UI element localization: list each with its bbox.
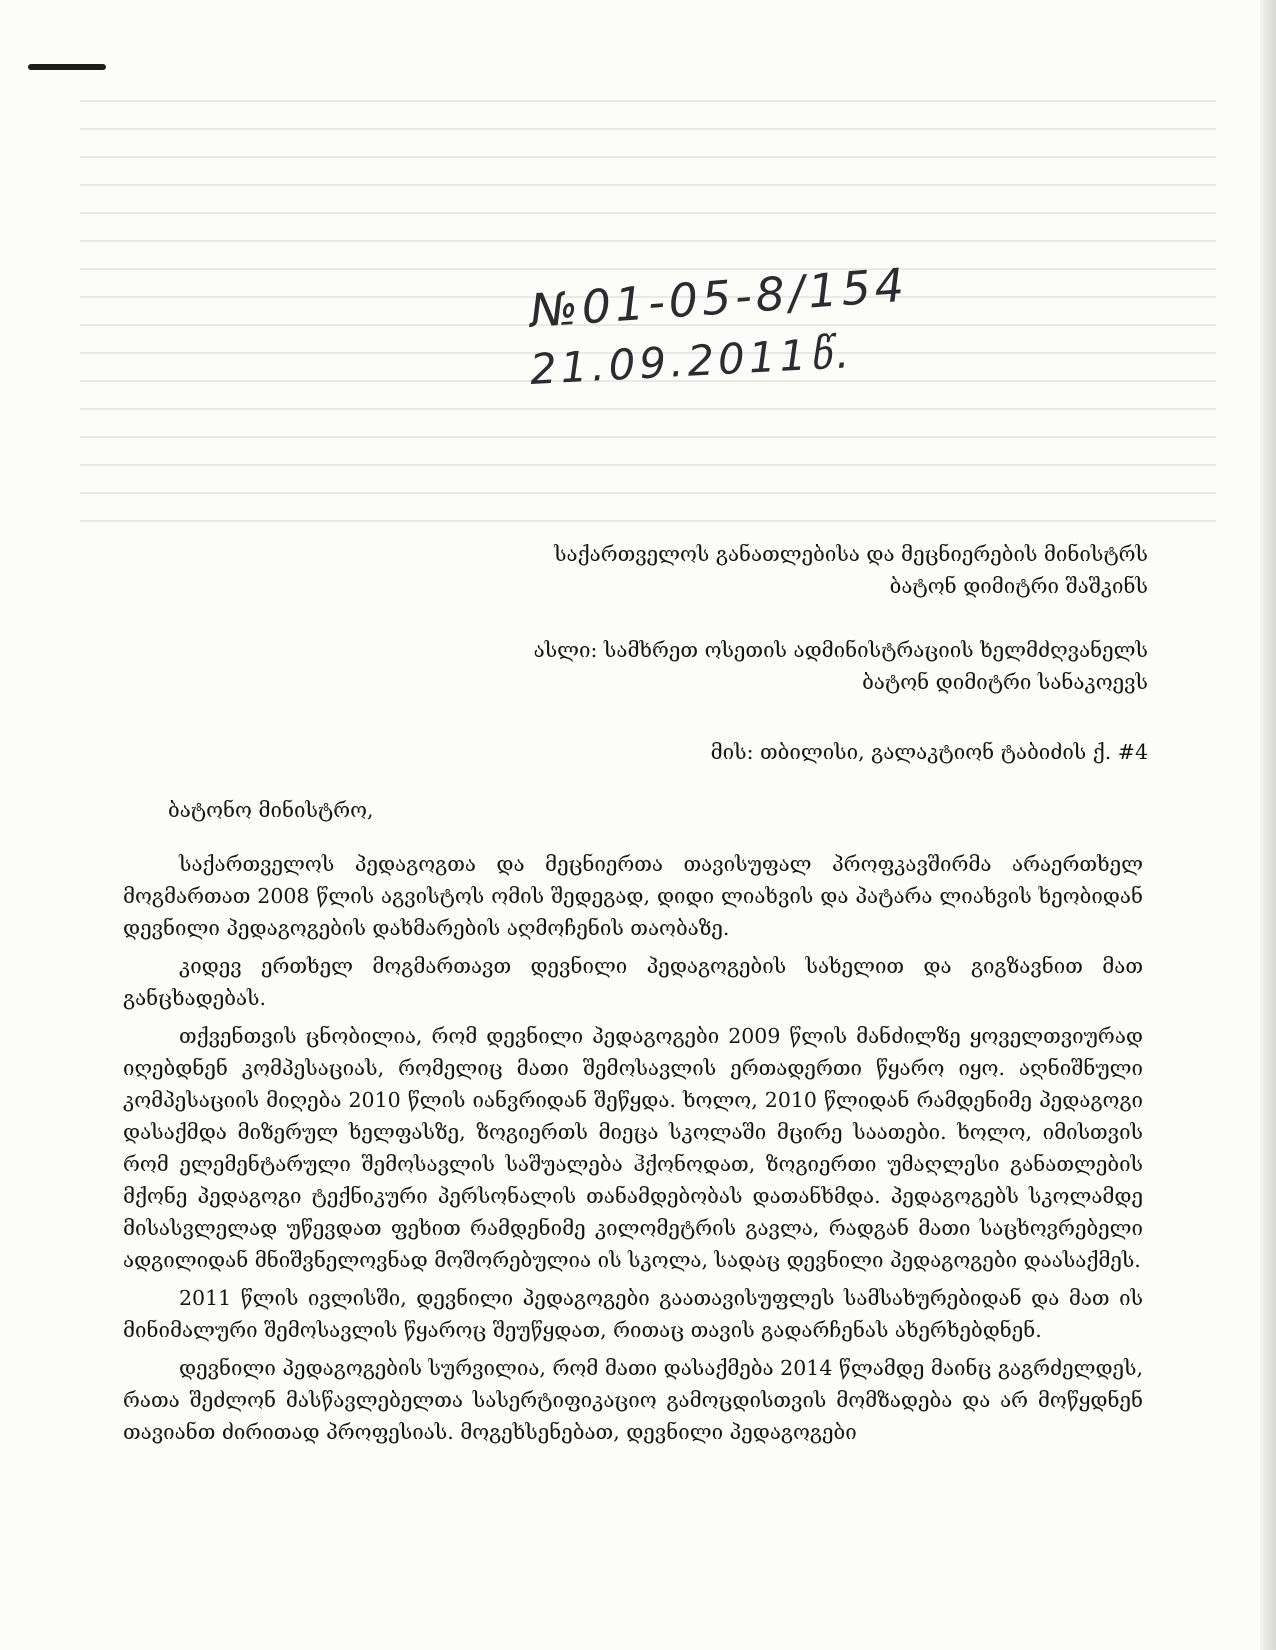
copy-line-1: ასლი: სამხრეთ ოსეთის ადმინისტრაციის ხელმძღვანელს: [533, 638, 1148, 662]
paragraph: საქართველოს პედაგოგთა და მეცნიერთა თავისუფალ პროფკავშირმა არაერთხელ მოგმართათ 2008 წლის აგვისტოს ომის შედეგად, დიდი ლიახვის და პატარა ლიახვის ხეობიდან დევნილი პედაგოგების დახმარების აღმოჩენის თაობაზე.: [123, 852, 1143, 940]
margin-mark: [28, 64, 106, 70]
addressee-line-2: ბატონ დიმიტრი შაშკინს: [889, 574, 1148, 598]
copy-line-2: ბატონ დიმიტრი სანაკოევს: [862, 670, 1148, 694]
registration-number: №01-05-8/154: [528, 257, 910, 338]
handwritten-registration-stamp: [528, 257, 910, 396]
paragraph: თქვენთვის ცნობილია, რომ დევნილი პედაგოგები 2009 წლის მანძილზე ყოველთვიურად იღებდნენ კომპესაციას, რომელიც მათი შემოსავლის ერთადერთი წყარო იყო. აღნიშნული კომპესაციის მიღება 2010 წლის იანვრიდან შეწყდა. ხოლო, 2010 წლიდან რამდენიმე პედაგოგი დასაქმდა მიზერულ ხელფასზე, ზოგიერთს მიეცა სკოლაში მცირე საათები. ხოლო, იმისთვის რომ ელემენტარული შემოსავლის საშუალება ჰქონოდათ, ზოგიერთი უმაღლესი განათლების მქონე პედაგოგი ტექნიკური პერსონალის თანამდებობას დათანხმდა. პედაგოგებს სკოლამდე მისასვლელად უწევდათ ფეხით რამდენიმე კილომეტრის გავლა, რადგან მათი საცხოვრებელი ადგილიდან მნიშვნელოვნად მოშორებულია ის სკოლა, სადაც დევნილი პედაგოგები დაასაქმეს.: [123, 1024, 1143, 1272]
addressee-line-1: საქართველოს განათლებისა და მეცნიერების მინისტრს: [554, 542, 1148, 566]
registration-date: 21.09.2011წ.: [528, 328, 855, 394]
salutation: ბატონო მინისტრო,: [168, 798, 374, 822]
sender-address: მის: თბილისი, გალაკტიონ ტაბიძის ქ. #4: [710, 740, 1148, 764]
paragraph: დევნილი პედაგოგების სურვილია, რომ მათი დასაქმება 2014 წლამდე მაინც გაგრძელდეს, რათა შეძლონ მასწავლებელთა სასერტიფიკაციო გამოცდისთვის მომზადება და არ მოწყდნენ თავიანთ ძირითად პროფესიას. მოგეხსენებათ, დევნილი პედაგოგები: [123, 1356, 1143, 1444]
letter-body: [123, 848, 1143, 1454]
paragraph: 2011 წლის ივლისში, დევნილი პედაგოგები გაათავისუფლეს სამსახურებიდან და მათ ის მინიმალური შემოსავლის წყაროც შეუწყდათ, რითაც თავის გადარჩენას ახერხებდნენ.: [123, 1286, 1143, 1342]
page-edge-shadow: [1260, 0, 1276, 1650]
paragraph: კიდევ ერთხელ მოგმართავთ დევნილი პედაგოგების სახელით და გიგზავნით მათ განცხადებას.: [123, 954, 1143, 1010]
